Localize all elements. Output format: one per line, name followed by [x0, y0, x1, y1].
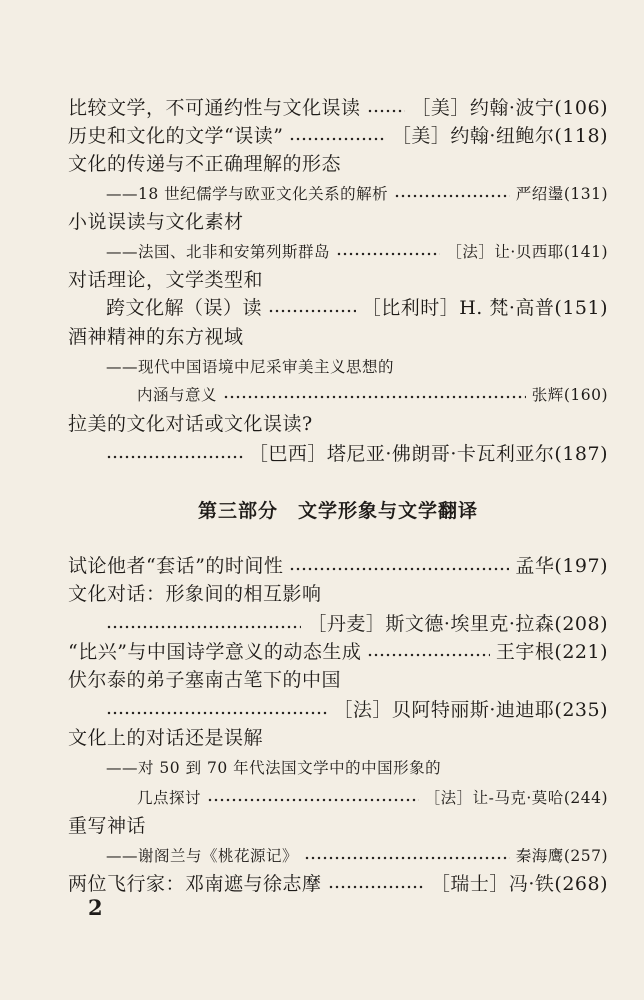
- dot-leader: [207, 797, 419, 803]
- entry-author: 张辉: [531, 386, 564, 404]
- entry-author: 王宇根: [495, 641, 555, 663]
- entry-title: 酒神精神的东方视域: [68, 326, 244, 348]
- entry-page: (257): [563, 847, 608, 865]
- dot-leader: [367, 108, 406, 114]
- toc-entry-continued: [68, 696, 608, 724]
- toc-entry-continued: [68, 610, 608, 638]
- entry-subtitle: ——18 世纪儒学与欧亚文化关系的解析: [106, 185, 389, 203]
- dot-leader: [394, 193, 510, 199]
- entry-subtitle: ——对 50 到 70 年代法国文学中的中国形象的: [106, 759, 442, 777]
- toc-entry: [68, 580, 608, 608]
- entry-page: (187): [554, 443, 608, 465]
- entry-title: 试论他者“套话”的时间性: [68, 555, 284, 577]
- page-number: 2: [88, 895, 103, 920]
- entry-title: 历史和文化的文学“误读”: [68, 125, 284, 147]
- toc-entry: [68, 666, 608, 694]
- entry-title: 小说误读与文化素材: [68, 211, 244, 233]
- entry-page: (151): [554, 297, 608, 319]
- dot-leader: [268, 308, 356, 314]
- toc-entry-subtitle-continued: [137, 784, 608, 812]
- dot-leader: [367, 652, 489, 658]
- entry-author: ［美］约翰·波宁: [411, 97, 555, 119]
- dot-leader: [289, 136, 385, 142]
- toc-entry: [68, 323, 608, 351]
- toc-entry-continued: [68, 440, 608, 468]
- entry-author: ［丹麦］斯文德·埃里克·拉森: [307, 613, 555, 635]
- toc-entry: [68, 724, 608, 752]
- entry-title: 比较文学，不可通约性与文化误读: [68, 97, 361, 119]
- entry-title: 重写神话: [68, 815, 147, 837]
- entry-subtitle-continued: 几点探讨: [137, 789, 202, 807]
- entry-author: ［法］贝阿特丽斯·迪迪耶: [333, 699, 555, 721]
- entry-author: 严绍璗: [515, 185, 564, 203]
- dot-leader: [223, 394, 526, 400]
- toc-entry: [68, 812, 608, 840]
- toc-entry-subtitle-line: [106, 238, 608, 266]
- toc-entry: [68, 266, 608, 294]
- section-heading: 第三部分 文学形象与文学翻译: [197, 500, 478, 522]
- toc-entry-subtitle-line: [106, 754, 608, 782]
- toc-entry: [68, 150, 608, 178]
- entry-subtitle: ——谢阁兰与《桃花源记》: [106, 847, 299, 865]
- toc-entry: [68, 870, 608, 898]
- entry-author: ［瑞士］冯·铁: [430, 873, 555, 895]
- entry-author: ［法］让-马克·莫哈: [424, 789, 564, 807]
- entry-page: (235): [554, 699, 608, 721]
- dot-leader: [336, 251, 440, 257]
- entry-title: 对话理论，文学类型和: [68, 269, 264, 291]
- dot-leader: [106, 454, 243, 460]
- toc-entry: [68, 122, 608, 150]
- entry-subtitle: ——法国、北非和安第列斯群岛: [106, 243, 331, 261]
- entry-page: (131): [563, 185, 608, 203]
- toc-entry-subtitle-line: [106, 353, 608, 381]
- toc-entry: [68, 552, 608, 580]
- toc-entry-subtitle-continued: [137, 381, 608, 409]
- dot-leader: [106, 710, 327, 716]
- dot-leader: [289, 566, 509, 572]
- entry-title: “比兴”与中国诗学意义的动态生成: [68, 641, 362, 663]
- entry-page: (141): [563, 243, 608, 261]
- entry-title-continued: 跨文化解（误）读: [106, 297, 263, 319]
- toc-entry-continued: [106, 294, 608, 322]
- toc-entry-subtitle-line: [106, 180, 608, 208]
- entry-author: 秦海鹰: [515, 847, 564, 865]
- dot-leader: [304, 855, 510, 861]
- entry-author: ［巴西］塔尼亚·佛朗哥·卡瓦利亚尔: [248, 443, 555, 465]
- dot-leader: [106, 624, 301, 630]
- entry-title: 文化的传递与不正确理解的形态: [68, 153, 342, 175]
- entry-page: (160): [563, 386, 608, 404]
- entry-page: (268): [554, 873, 608, 895]
- entry-subtitle: ——现代中国语境中尼采审美主义思想的: [106, 358, 395, 376]
- entry-title: 文化对话：形象间的相互影响: [68, 583, 322, 605]
- entry-author: 孟华: [515, 555, 555, 577]
- entry-subtitle-continued: 内涵与意义: [137, 386, 218, 404]
- entry-page: (221): [554, 641, 608, 663]
- entry-page: (208): [554, 613, 608, 635]
- entry-page: (244): [563, 789, 608, 807]
- entry-page: (106): [554, 97, 608, 119]
- entry-page: (197): [554, 555, 608, 577]
- dot-leader: [328, 884, 425, 890]
- toc-entry: [68, 410, 608, 438]
- entry-page: (118): [554, 125, 608, 147]
- toc-entry: [68, 94, 608, 122]
- entry-author: ［美］约翰·纽鲍尔: [391, 125, 555, 147]
- entry-title: 伏尔泰的弟子塞南古笔下的中国: [68, 669, 342, 691]
- entry-title: 两位飞行家：邓南遮与徐志摩: [68, 873, 322, 895]
- entry-author: ［比利时］H. 梵·高普: [361, 297, 555, 319]
- entry-author: ［法］让·贝西耶: [446, 243, 564, 261]
- toc-entry: [68, 208, 608, 236]
- entry-title: 拉美的文化对话或文化误读?: [68, 413, 313, 435]
- entry-title: 文化上的对话还是误解: [68, 727, 264, 749]
- toc-entry-subtitle-line: [106, 842, 608, 870]
- toc-entry: [68, 638, 608, 666]
